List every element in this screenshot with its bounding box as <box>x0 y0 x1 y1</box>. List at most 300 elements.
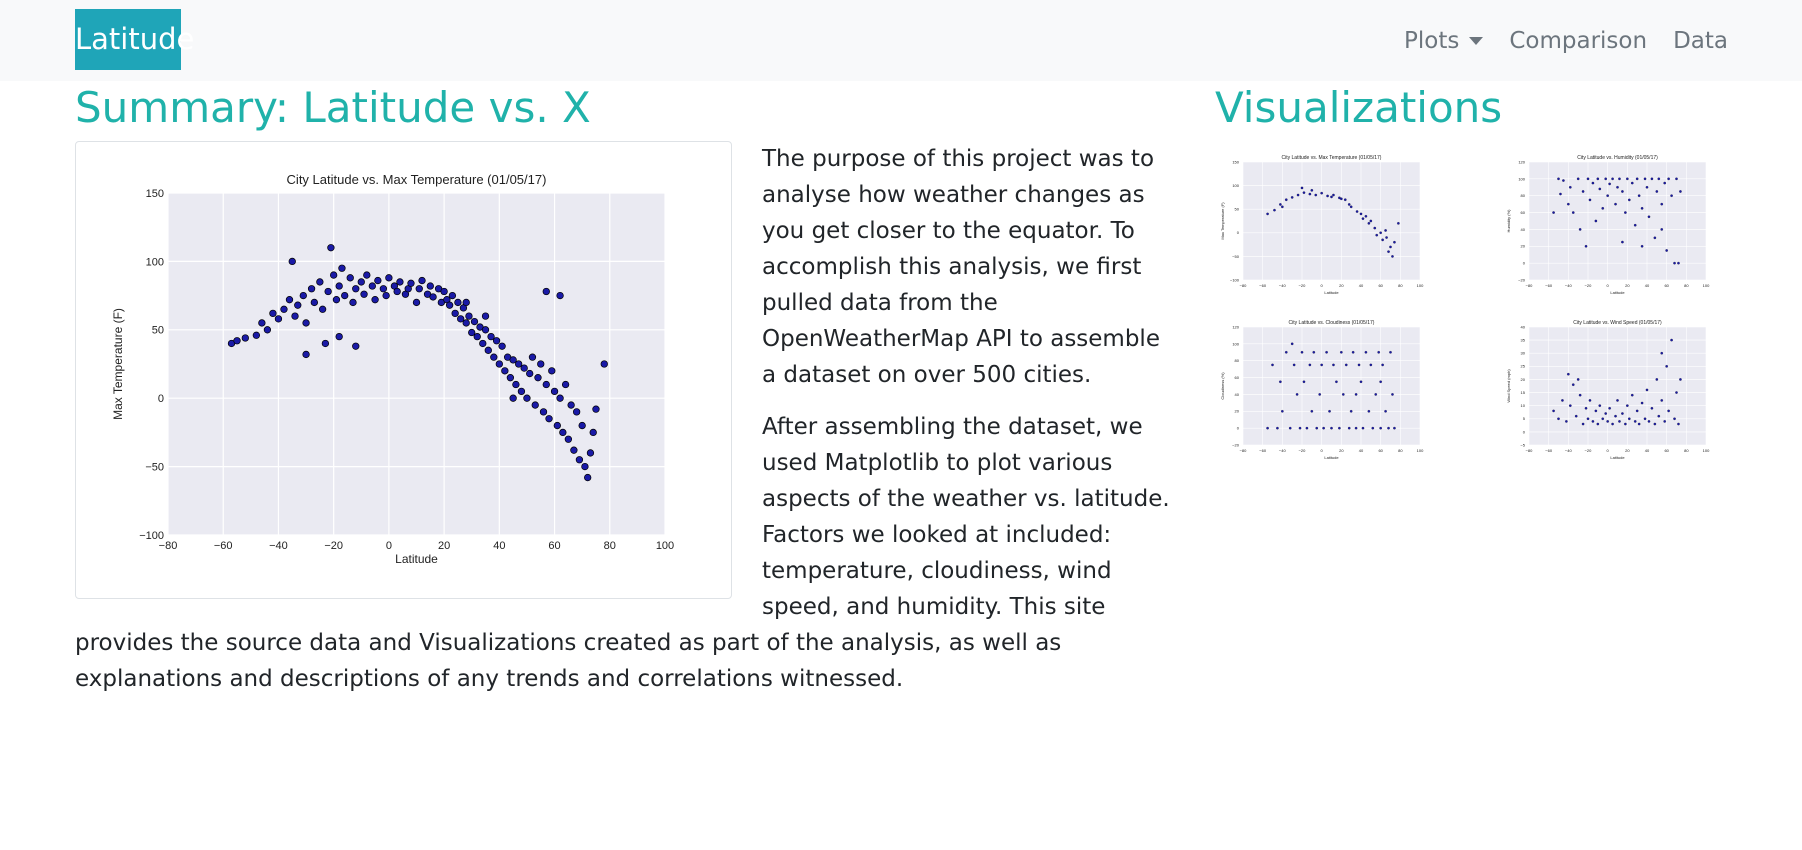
x-tick-label: 40 <box>1644 448 1650 453</box>
data-point <box>1673 418 1675 420</box>
x-tick-label: −60 <box>213 540 233 552</box>
data-point <box>1614 415 1616 417</box>
data-point <box>1595 410 1597 412</box>
data-point <box>308 285 315 292</box>
x-tick-label: 80 <box>1398 448 1403 453</box>
data-point <box>1320 192 1322 194</box>
data-point <box>568 402 575 409</box>
data-point <box>1393 427 1395 429</box>
data-point <box>1368 222 1370 224</box>
data-point <box>573 409 580 416</box>
data-point <box>502 368 509 375</box>
data-point <box>1661 352 1663 354</box>
data-point <box>1624 211 1626 213</box>
data-point <box>264 327 271 334</box>
thumbnail-humidity[interactable] <box>1501 150 1723 300</box>
data-point <box>557 395 564 402</box>
x-axis-label: Latitude <box>1324 455 1339 460</box>
data-point <box>1322 427 1324 429</box>
x-tick-label: 20 <box>1339 283 1344 288</box>
data-point <box>1656 378 1658 380</box>
data-point <box>510 357 517 364</box>
data-point <box>546 415 553 422</box>
x-tick-label: −20 <box>1584 448 1592 453</box>
data-point <box>1344 199 1346 201</box>
y-tick-label: 0 <box>1236 230 1239 236</box>
data-point <box>1608 183 1610 185</box>
data-point <box>1332 194 1334 196</box>
data-point <box>485 347 492 354</box>
data-point <box>1634 224 1636 226</box>
data-point <box>1565 420 1567 422</box>
data-point <box>449 292 456 299</box>
data-point <box>1675 178 1677 180</box>
data-point <box>1644 178 1646 180</box>
y-tick-label: 80 <box>1520 193 1525 199</box>
x-tick-label: 0 <box>1606 448 1609 453</box>
data-point <box>234 337 241 344</box>
x-tick-label: 60 <box>548 540 561 552</box>
data-point <box>482 313 489 320</box>
data-point <box>1311 189 1313 191</box>
data-point <box>1397 222 1399 224</box>
data-point <box>1621 241 1623 243</box>
x-tick-label: 40 <box>1358 283 1364 288</box>
data-point <box>1616 186 1618 188</box>
x-tick-label: 100 <box>1702 283 1710 288</box>
data-point <box>427 283 434 290</box>
data-point <box>242 335 249 342</box>
y-tick-label: 150 <box>145 187 164 200</box>
data-point <box>1303 381 1305 383</box>
data-point <box>1577 178 1579 180</box>
data-point <box>1567 373 1569 375</box>
data-point <box>1276 427 1278 429</box>
data-point <box>430 294 437 301</box>
data-point <box>1311 410 1313 412</box>
data-point <box>1624 423 1626 425</box>
data-point <box>1557 418 1559 420</box>
data-point <box>352 343 359 350</box>
y-tick-label: 0 <box>1522 260 1525 266</box>
data-point <box>1658 415 1660 417</box>
visualizations-grid <box>1215 150 1735 470</box>
data-point <box>1664 420 1666 422</box>
data-point <box>1332 364 1334 366</box>
x-tick-label: 0 <box>1320 448 1323 453</box>
data-point <box>1592 420 1594 422</box>
nav-data-link[interactable]: Data <box>1673 27 1728 54</box>
x-tick-label: 60 <box>1378 448 1383 453</box>
x-axis-label: Latitude <box>1610 455 1625 460</box>
data-point <box>1552 211 1554 213</box>
chart-title: City Latitude vs. Humidity (01/05/17) <box>1577 154 1658 161</box>
data-point <box>1360 213 1362 215</box>
data-point <box>286 296 293 303</box>
data-point <box>1626 404 1628 406</box>
data-point <box>1670 339 1672 341</box>
y-tick-label: 60 <box>1234 374 1239 380</box>
y-tick-label: 35 <box>1520 337 1525 343</box>
data-point <box>383 292 390 299</box>
x-tick-label: 40 <box>493 540 506 552</box>
data-point <box>1362 217 1364 219</box>
plot-area <box>168 193 665 535</box>
data-point <box>330 272 337 279</box>
chart-title: City Latitude vs. Cloudiness (01/05/17) <box>1288 319 1375 326</box>
data-point <box>1389 246 1391 248</box>
data-point <box>1381 364 1383 366</box>
data-point <box>1273 209 1275 211</box>
data-point <box>1585 245 1587 247</box>
data-point <box>1670 195 1672 197</box>
y-tick-label: 20 <box>1234 408 1239 414</box>
data-point <box>446 302 453 309</box>
data-point <box>1628 418 1630 420</box>
x-tick-label: 80 <box>1684 448 1689 453</box>
data-point <box>1385 236 1387 238</box>
data-point <box>259 320 266 327</box>
data-point <box>1378 351 1380 353</box>
data-point <box>303 320 310 327</box>
data-point <box>535 374 542 381</box>
data-point <box>1552 410 1554 412</box>
y-tick-label: 25 <box>1520 363 1525 369</box>
x-tick-label: −20 <box>324 540 344 552</box>
data-point <box>369 283 376 290</box>
data-point <box>565 436 572 443</box>
data-point <box>1585 407 1587 409</box>
x-tick-label: −40 <box>269 540 288 552</box>
thumbnail-chart-wind-speed <box>1501 315 1723 465</box>
data-point <box>562 381 569 388</box>
data-point <box>1356 210 1358 212</box>
data-point <box>1661 228 1663 230</box>
x-tick-label: −60 <box>1545 283 1553 288</box>
data-point <box>1646 186 1648 188</box>
data-point <box>526 370 533 377</box>
data-point <box>1592 182 1594 184</box>
data-point <box>1599 404 1601 406</box>
x-tick-label: 80 <box>1398 283 1403 288</box>
data-point <box>1299 427 1301 429</box>
data-point <box>554 422 561 429</box>
data-point <box>1328 410 1330 412</box>
y-tick-label: 50 <box>1234 206 1239 212</box>
x-axis-label: Latitude <box>1610 290 1625 295</box>
data-point <box>471 318 478 325</box>
data-point <box>394 288 401 295</box>
data-point <box>1664 182 1666 184</box>
data-point <box>557 292 564 299</box>
data-point <box>1370 220 1372 222</box>
x-tick-label: 60 <box>1664 448 1669 453</box>
data-point <box>590 429 597 436</box>
data-point <box>560 429 567 436</box>
y-tick-label: 0 <box>1236 425 1239 431</box>
data-point <box>1285 199 1287 201</box>
x-tick-label: −40 <box>1278 283 1286 288</box>
x-tick-label: 40 <box>1358 448 1364 453</box>
chart-title: City Latitude vs. Max Temperature (01/05/17) <box>286 172 547 188</box>
data-point <box>1661 203 1663 205</box>
data-point <box>1279 381 1281 383</box>
data-point <box>1315 194 1317 196</box>
y-tick-label: −20 <box>1518 277 1525 283</box>
data-point <box>328 244 335 251</box>
data-point <box>1309 193 1311 195</box>
thumbnail-wind-speed[interactable] <box>1501 315 1723 465</box>
data-point <box>1345 364 1347 366</box>
y-tick-label: 50 <box>151 324 164 337</box>
data-point <box>1365 351 1367 353</box>
data-point <box>463 299 470 306</box>
data-point <box>507 374 514 381</box>
data-point <box>1362 427 1364 429</box>
data-point <box>1289 427 1291 429</box>
data-point <box>601 361 608 368</box>
data-point <box>1618 178 1620 180</box>
data-point <box>1569 404 1571 406</box>
data-point <box>543 381 550 388</box>
data-point <box>1562 179 1564 181</box>
x-tick-label: 20 <box>1625 448 1630 453</box>
data-point <box>1589 199 1591 201</box>
y-tick-label: 10 <box>1520 403 1525 409</box>
data-point <box>1656 190 1658 192</box>
data-point <box>317 279 324 286</box>
data-point <box>1602 418 1604 420</box>
data-point <box>1330 427 1332 429</box>
data-point <box>463 320 470 327</box>
data-point <box>1279 203 1281 205</box>
data-point <box>1606 420 1608 422</box>
data-point <box>1644 418 1646 420</box>
data-point <box>1297 194 1299 196</box>
x-tick-label: −80 <box>1525 448 1533 453</box>
data-point <box>1306 427 1308 429</box>
data-point <box>1340 198 1342 200</box>
data-point <box>466 313 473 320</box>
data-point <box>1641 207 1643 209</box>
data-point <box>347 275 354 282</box>
data-point <box>1567 203 1569 205</box>
data-point <box>311 299 318 306</box>
chart-title: City Latitude vs. Wind Speed (01/05/17) <box>1573 319 1662 326</box>
data-point <box>1608 407 1610 409</box>
x-tick-label: 0 <box>1320 283 1323 288</box>
y-tick-label: 5 <box>1522 416 1525 422</box>
data-point <box>1384 410 1386 412</box>
x-axis-label: Latitude <box>395 552 438 566</box>
data-point <box>339 265 346 272</box>
data-point <box>548 368 555 375</box>
data-point <box>532 402 539 409</box>
data-point <box>1572 383 1574 385</box>
data-point <box>1379 381 1381 383</box>
data-point <box>1679 378 1681 380</box>
data-point <box>496 361 503 368</box>
data-point <box>1355 393 1357 395</box>
summary-title: Summary: Latitude vs. X <box>75 83 591 132</box>
data-point <box>413 299 420 306</box>
data-point <box>1605 178 1607 180</box>
data-point <box>582 463 589 470</box>
data-point <box>1628 199 1630 201</box>
data-point <box>1675 391 1677 393</box>
data-point <box>1605 412 1607 414</box>
data-point <box>1266 427 1268 429</box>
y-tick-label: 0 <box>157 393 164 406</box>
data-point <box>1679 190 1681 192</box>
data-point <box>325 288 332 295</box>
data-point <box>1266 213 1268 215</box>
data-point <box>1352 351 1354 353</box>
data-point <box>1301 351 1303 353</box>
x-tick-label: 80 <box>1684 283 1689 288</box>
main-chart-figure[interactable] <box>75 141 732 599</box>
data-point <box>1587 418 1589 420</box>
y-tick-label: 100 <box>145 256 164 269</box>
data-point <box>1577 378 1579 380</box>
x-tick-label: 0 <box>385 540 392 552</box>
data-point <box>1393 241 1395 243</box>
y-tick-label: 40 <box>1520 226 1525 232</box>
data-point <box>1677 262 1679 264</box>
data-point <box>1665 249 1667 251</box>
thumbnail-chart-humidity <box>1501 150 1723 300</box>
data-point <box>1355 427 1357 429</box>
data-point <box>493 337 500 344</box>
data-point <box>1616 399 1618 401</box>
y-axis-label: Max Temperature (F) <box>111 308 125 420</box>
data-point <box>416 285 423 292</box>
data-point <box>1387 427 1389 429</box>
x-tick-label: −60 <box>1545 448 1553 453</box>
data-point <box>1335 381 1337 383</box>
data-point <box>408 280 415 287</box>
data-point <box>1621 190 1623 192</box>
y-tick-label: −20 <box>1232 442 1239 448</box>
data-point <box>1651 178 1653 180</box>
data-point <box>1358 364 1360 366</box>
data-point <box>1665 365 1667 367</box>
data-point <box>1638 423 1640 425</box>
data-point <box>372 296 379 303</box>
x-tick-label: 100 <box>1416 448 1424 453</box>
nav-links <box>1404 0 1728 81</box>
data-point <box>576 456 583 463</box>
x-tick-label: −40 <box>1278 448 1286 453</box>
data-point <box>1316 427 1318 429</box>
data-point <box>1667 178 1669 180</box>
y-tick-label: −100 <box>139 529 164 542</box>
data-point <box>1387 250 1389 252</box>
nav-comparison-link[interactable]: Comparison <box>1509 27 1648 54</box>
data-point <box>510 395 517 402</box>
plot-area <box>1529 327 1706 445</box>
data-point <box>1330 196 1332 198</box>
data-point <box>543 288 550 295</box>
x-tick-label: 20 <box>437 540 451 552</box>
data-point <box>1348 203 1350 205</box>
data-point <box>275 316 282 323</box>
y-tick-label: 40 <box>1234 391 1239 397</box>
data-point <box>1379 427 1381 429</box>
data-point <box>1595 220 1597 222</box>
data-point <box>488 333 495 340</box>
data-point <box>1271 364 1273 366</box>
x-tick-label: 100 <box>655 540 675 552</box>
y-tick-label: 100 <box>1518 176 1525 182</box>
brand-link[interactable]: Latitude <box>75 9 181 70</box>
y-axis-label: Cloudiness (%) <box>1220 372 1225 400</box>
data-point <box>1296 393 1298 395</box>
data-point <box>1342 393 1344 395</box>
data-point <box>571 447 578 454</box>
data-point <box>1575 415 1577 417</box>
y-tick-label: 0 <box>1522 429 1525 435</box>
data-point <box>336 283 343 290</box>
nav-plots-dropdown[interactable] <box>1404 28 1483 54</box>
data-point <box>1582 423 1584 425</box>
data-point <box>1606 195 1608 197</box>
y-axis-label: Wind Speed (mph) <box>1506 369 1511 403</box>
data-point <box>1309 364 1311 366</box>
data-point <box>1368 410 1370 412</box>
data-point <box>319 306 326 313</box>
data-point <box>294 302 301 309</box>
summary-paragraph-1: The purpose of this project was to analyse how weather changes as you get closer to the equator. To accomplish this analysis, we first pulled data from the OpenWeatherMap API to assemble a dataset on over 500 cities. <box>762 146 1160 388</box>
thumbnail-temperature[interactable] <box>1215 150 1437 300</box>
data-point <box>350 299 357 306</box>
data-point <box>1602 207 1604 209</box>
data-point <box>1634 420 1636 422</box>
thumbnail-cloudiness[interactable] <box>1215 315 1437 465</box>
data-point <box>289 258 296 265</box>
data-point <box>1557 178 1559 180</box>
data-point <box>1631 394 1633 396</box>
data-point <box>322 340 329 347</box>
data-point <box>364 272 371 279</box>
data-point <box>1303 191 1305 193</box>
data-point <box>1372 427 1374 429</box>
data-point <box>1350 206 1352 208</box>
data-point <box>1374 227 1376 229</box>
data-point <box>1281 410 1283 412</box>
data-point <box>482 327 489 334</box>
data-point <box>1579 394 1581 396</box>
x-tick-label: −40 <box>1564 283 1572 288</box>
x-tick-label: 0 <box>1606 283 1609 288</box>
data-point <box>292 313 299 320</box>
data-point <box>1621 412 1623 414</box>
data-point <box>455 299 462 306</box>
data-point <box>1654 423 1656 425</box>
data-point <box>1375 393 1377 395</box>
x-tick-label: 100 <box>1702 448 1710 453</box>
x-tick-label: −20 <box>1584 283 1592 288</box>
data-point <box>1638 195 1640 197</box>
data-point <box>1611 178 1613 180</box>
plot-area <box>1243 162 1420 280</box>
y-tick-label: 30 <box>1520 350 1525 356</box>
x-tick-label: 60 <box>1378 283 1383 288</box>
data-point <box>1301 187 1303 189</box>
data-point <box>1569 186 1571 188</box>
data-point <box>1589 399 1591 401</box>
main-chart <box>80 146 727 594</box>
